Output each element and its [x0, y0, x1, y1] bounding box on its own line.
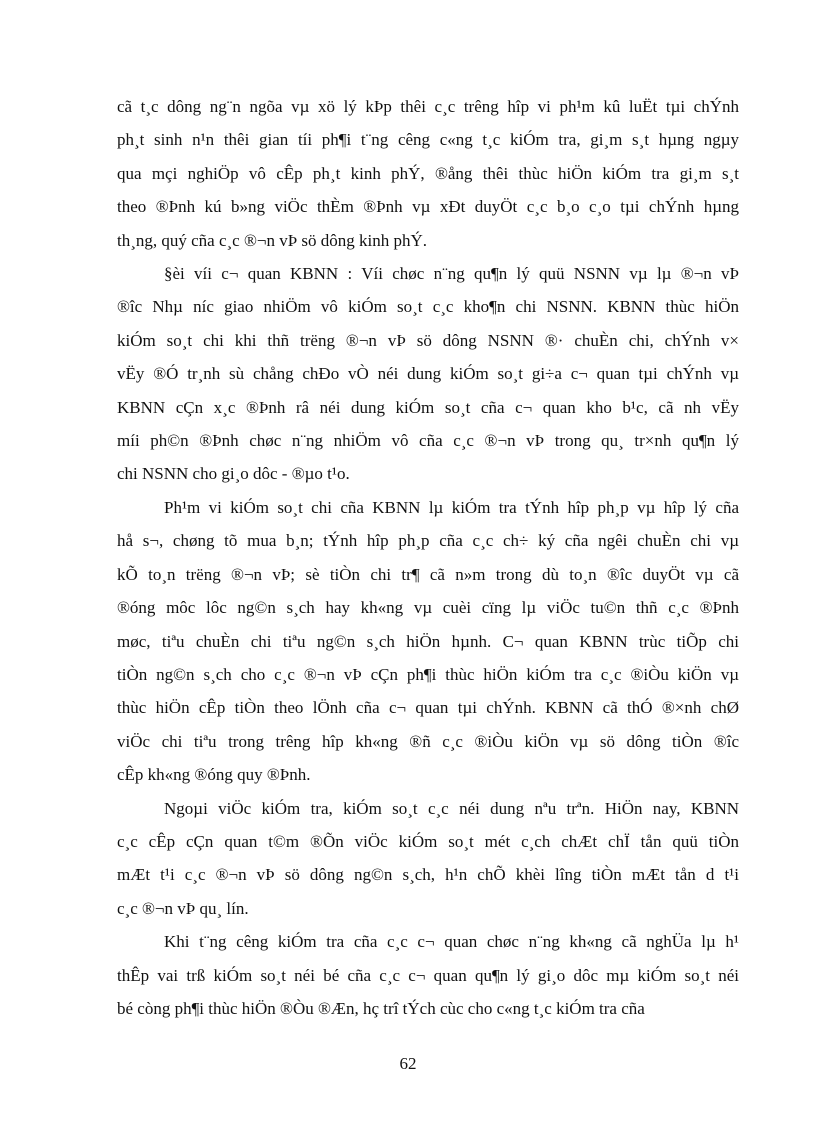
- text-line: KBNN cÇn x¸c ®Þnh râ néi dung kiÓm so¸t cña c¬ quan kho b¹c, cã nh vËy: [117, 397, 739, 417]
- text-line: ®óng môc lôc ng©n s¸ch hay kh«ng vµ cuèi cïng lµ viÖc tu©n thñ c¸c ®Þnh: [117, 598, 739, 618]
- text-line: c¸c ®¬n vÞ qu¸ lín.: [117, 898, 249, 918]
- text-line: mÆt t¹i c¸c ®¬n vÞ sö dông ng©n s¸ch, h¹n chÕ khèi lîng tiÒn mÆt tån d t¹i: [117, 865, 739, 885]
- text-line: c¸c cÊp cÇn quan t©m ®Õn viÖc kiÓm so¸t mét c¸ch chÆt chÏ tån quü tiÒn: [117, 831, 739, 851]
- text-line: thùc hiÖn cÊp tiÒn theo lÖnh cña c¬ quan tµi chÝnh. KBNN cã thÓ ®×nh chØ: [117, 698, 739, 718]
- paragraph: [117, 491, 739, 792]
- text-line: thÊp vai trß kiÓm so¸t néi bé cña c¸c c¬ quan qu¶n lý gi¸o dôc mµ kiÓm so¸t néi: [117, 965, 739, 985]
- paragraph: [117, 925, 739, 1025]
- text-line: Khi t¨ng cêng kiÓm tra cña c¸c c¬ quan chøc n¨ng kh«ng cã nghÜa lµ h¹: [164, 932, 739, 952]
- text-line: cã t¸c dông ng¨n ngõa vµ xö lý kÞp thêi c¸c trêng hîp vi ph¹m kû luËt tµi chÝnh: [117, 97, 739, 116]
- text-line: bé còng ph¶i thùc hiÖn ®Òu ®Æn, hç trî tÝch cùc cho c«ng t¸c kiÓm tra cña: [117, 998, 645, 1018]
- text-line: §èi víi c¬ quan KBNN : Víi chøc n¨ng qu¶n lý quü NSNN vµ lµ ®¬n vÞ: [164, 264, 739, 284]
- text-line: hå s¬, chøng tõ mua b¸n; tÝnh hîp ph¸p cña c¸c ch÷ ký cña ngêi chuÈn chi vµ: [117, 531, 739, 551]
- text-line: viÖc chi tiªu trong trêng hîp kh«ng ®ñ c¸c ®iÒu kiÖn vµ sö dông tiÒn ®îc: [117, 731, 739, 751]
- text-line: kÕ to¸n trëng ®¬n vÞ; sè tiÒn chi tr¶ cã n»m trong dù to¸n ®îc duyÖt vµ cã: [117, 564, 739, 584]
- text-line: vËy ®Ó tr¸nh sù chång chÐo vÒ néi dung kiÓm so¸t gi÷a c¬ quan tµi chÝnh vµ: [117, 364, 739, 384]
- text-line: qua mçi nghiÖp vô cÊp ph¸t kinh phÝ, ®ång thêi thùc hiÖn kiÓm tra gi¸m s¸t: [117, 163, 739, 183]
- text-line: kiÓm so¸t chi khi thñ trëng ®¬n vÞ sö dông NSNN ®· chuÈn chi, chÝnh v×: [117, 330, 739, 350]
- text-line: chi NSNN cho gi¸o dôc - ®µo t¹o.: [117, 464, 350, 484]
- text-line: míi ph©n ®Þnh chøc n¨ng nhiÖm vô cña c¸c ®¬n vÞ trong qu¸ tr×nh qu¶n lý: [117, 431, 739, 451]
- text-line: theo ®Þnh kú b»ng viÖc thÈm ®Þnh vµ xÐt duyÖt c¸c b¸o c¸o tµi chÝnh hµng: [117, 197, 739, 217]
- paragraph: [117, 90, 739, 257]
- text-line: Ngoµi viÖc kiÓm tra, kiÓm so¸t c¸c néi dung nªu trªn. HiÖn nay, KBNN: [164, 798, 739, 818]
- text-line: ph¸t sinh n¹n thêi gian tíi ph¶i t¨ng cêng c«ng t¸c kiÓm tra, gi¸m s¸t hµng ngµy: [117, 130, 739, 150]
- text-line: tiÒn ng©n s¸ch cho c¸c ®¬n vÞ cÇn ph¶i thùc hiÖn kiÓm tra c¸c ®iÒu kiÖn vµ: [117, 664, 739, 684]
- text-line: th¸ng, quý cña c¸c ®¬n vÞ sö dông kinh phÝ.: [117, 230, 428, 250]
- paragraph: [117, 257, 739, 491]
- text-line: ®îc Nhµ níc giao nhiÖm vô kiÓm so¸t c¸c kho¶n chi NSNN. KBNN thùc hiÖn: [117, 297, 739, 317]
- text-line: cÊp kh«ng ®óng quy ®Þnh.: [117, 765, 311, 785]
- page-number: 62: [399, 1054, 417, 1073]
- paragraph: [117, 792, 739, 926]
- text-line: møc, tiªu chuÈn chi tiªu ng©n s¸ch hiÖn hµnh. C¬ quan KBNN trùc tiÕp chi: [117, 631, 739, 651]
- text-line: Ph¹m vi kiÓm so¸t chi cña KBNN lµ kiÓm tra tÝnh hîp ph¸p vµ hîp lý cña: [164, 497, 739, 517]
- body-text: [117, 90, 739, 1025]
